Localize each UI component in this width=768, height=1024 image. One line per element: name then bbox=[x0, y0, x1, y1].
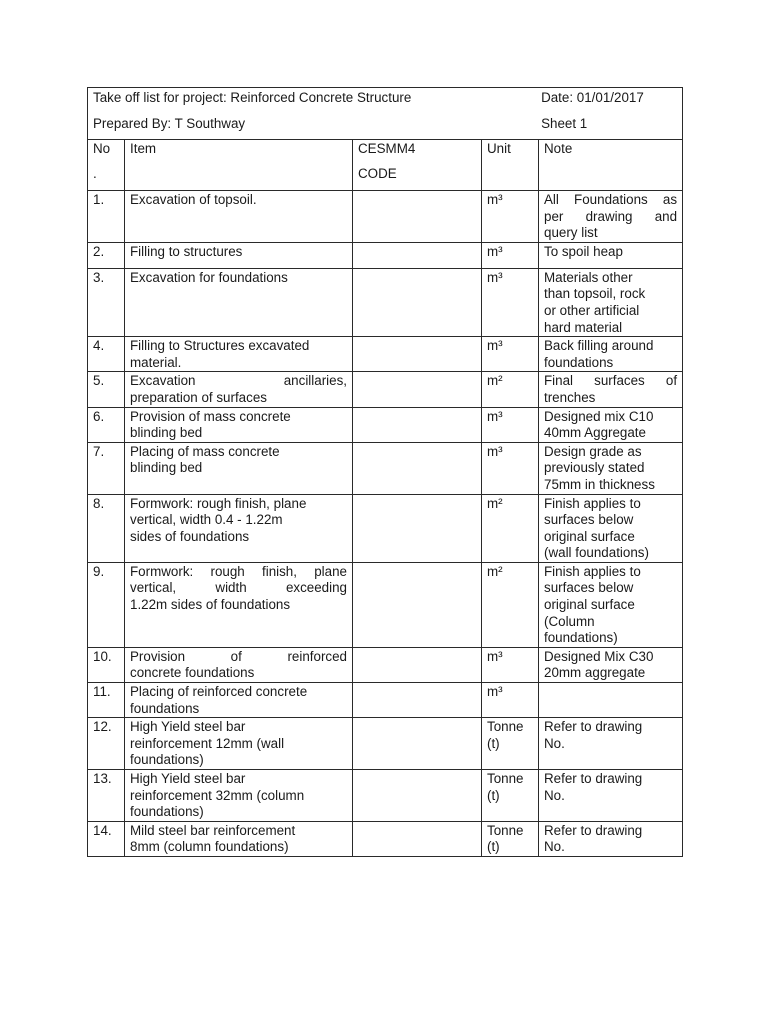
row-number: 4. bbox=[88, 337, 125, 372]
unit-line: Tonne bbox=[487, 822, 524, 838]
item-line: concrete foundations bbox=[130, 665, 255, 681]
item-line: reinforcement 12mm (wall bbox=[130, 735, 285, 751]
item-description bbox=[125, 718, 353, 770]
note-line: hard material bbox=[544, 319, 623, 335]
row-number: 3. bbox=[88, 268, 125, 336]
sheet-number: Sheet 1 bbox=[541, 115, 588, 131]
row-number: 5. bbox=[88, 372, 125, 407]
item-line: Mild steel bar reinforcement bbox=[130, 822, 296, 838]
item-line: Provision of mass concrete bbox=[130, 408, 291, 424]
note-line: foundations bbox=[544, 354, 614, 370]
takeoff-table bbox=[87, 87, 683, 857]
note bbox=[539, 683, 683, 718]
unit-line: m³ bbox=[487, 192, 503, 207]
note-line: Refer to drawing bbox=[544, 822, 643, 838]
cesmm4-code bbox=[353, 718, 482, 770]
unit-line: m³ bbox=[487, 648, 503, 664]
row-number: 14. bbox=[88, 821, 125, 856]
cesmm4-code bbox=[353, 770, 482, 822]
item-line: preparation of surfaces bbox=[130, 389, 267, 405]
unit-line: m² bbox=[487, 563, 503, 579]
cesmm4-code bbox=[353, 821, 482, 856]
item-description bbox=[125, 407, 353, 442]
note-line: Designed mix C10 bbox=[544, 408, 654, 424]
unit-line: m³ bbox=[487, 243, 503, 259]
row-number: 2. bbox=[88, 242, 125, 268]
unit bbox=[482, 821, 539, 856]
item-line: foundations) bbox=[130, 804, 204, 820]
unit bbox=[482, 191, 539, 243]
cesmm4-code bbox=[353, 442, 482, 494]
note-line: (Column bbox=[544, 613, 595, 629]
table-row bbox=[88, 372, 683, 407]
unit-line: m³ bbox=[487, 269, 503, 285]
note-line: All Foundations as bbox=[544, 192, 678, 207]
col-header-note: Note bbox=[539, 140, 683, 191]
note-line: query list bbox=[544, 225, 598, 241]
unit-line: m³ bbox=[487, 684, 503, 700]
item-description bbox=[125, 337, 353, 372]
cesmm4-code bbox=[353, 683, 482, 718]
item-line: sides of foundations bbox=[130, 528, 250, 544]
unit bbox=[482, 494, 539, 562]
note-line: Materials other bbox=[544, 269, 633, 285]
unit-line: Tonne bbox=[487, 771, 524, 787]
note bbox=[539, 562, 683, 647]
note-line: original surface bbox=[544, 528, 635, 544]
table-row bbox=[88, 718, 683, 770]
cesmm4-code bbox=[353, 372, 482, 407]
note bbox=[539, 821, 683, 856]
note-line: previously stated bbox=[544, 460, 645, 476]
note bbox=[539, 372, 683, 407]
item-line: Formwork: rough finish, plane bbox=[130, 495, 307, 511]
table-row bbox=[88, 407, 683, 442]
unit-line: m³ bbox=[487, 408, 503, 424]
cesmm4-code bbox=[353, 268, 482, 336]
unit-line: (t) bbox=[487, 787, 500, 803]
unit bbox=[482, 442, 539, 494]
note bbox=[539, 647, 683, 682]
unit bbox=[482, 268, 539, 336]
table-row bbox=[88, 647, 683, 682]
row-number: 12. bbox=[88, 718, 125, 770]
note-line: than topsoil, rock bbox=[544, 286, 646, 302]
cesmm4-code bbox=[353, 191, 482, 243]
item-line: Filling to structures bbox=[130, 243, 243, 259]
note-line: 40mm Aggregate bbox=[544, 425, 646, 441]
note-line: surfaces below bbox=[544, 580, 634, 596]
col-header-unit: Unit bbox=[482, 140, 539, 191]
unit-line: m² bbox=[487, 495, 503, 511]
item-description bbox=[125, 494, 353, 562]
note-line: Refer to drawing bbox=[544, 771, 643, 787]
note-line: Finish applies to bbox=[544, 495, 641, 511]
note-line: No. bbox=[544, 735, 565, 751]
unit bbox=[482, 647, 539, 682]
item-description bbox=[125, 268, 353, 336]
header-cell bbox=[88, 88, 683, 140]
table-row bbox=[88, 268, 683, 336]
item-description bbox=[125, 683, 353, 718]
note-line: original surface bbox=[544, 597, 635, 613]
note bbox=[539, 494, 683, 562]
item-line: blinding bed bbox=[130, 425, 203, 441]
item-description bbox=[125, 562, 353, 647]
row-number: 9. bbox=[88, 562, 125, 647]
cesmm4-code bbox=[353, 647, 482, 682]
header-row bbox=[88, 88, 683, 140]
cesmm4-code bbox=[353, 242, 482, 268]
table-row bbox=[88, 242, 683, 268]
item-line: Placing of reinforced concrete bbox=[130, 684, 308, 700]
unit-line: m³ bbox=[487, 338, 503, 354]
row-number: 8. bbox=[88, 494, 125, 562]
prepared-by: Prepared By: T Southway bbox=[93, 115, 246, 131]
item-line: material. bbox=[130, 354, 182, 370]
item-line: foundations) bbox=[130, 752, 204, 768]
cesmm4-code bbox=[353, 337, 482, 372]
item-description bbox=[125, 191, 353, 243]
note-line: No. bbox=[544, 839, 565, 855]
unit bbox=[482, 337, 539, 372]
note bbox=[539, 442, 683, 494]
row-number: 7. bbox=[88, 442, 125, 494]
note-line: Finish applies to bbox=[544, 563, 641, 579]
item-description bbox=[125, 372, 353, 407]
unit-line: m³ bbox=[487, 443, 503, 459]
table-row bbox=[88, 337, 683, 372]
item-line: Formwork: rough finish, plane bbox=[130, 563, 347, 579]
note bbox=[539, 191, 683, 243]
item-description bbox=[125, 242, 353, 268]
item-line: High Yield steel bar bbox=[130, 719, 246, 735]
item-line: foundations bbox=[130, 700, 200, 716]
table-row bbox=[88, 442, 683, 494]
note-line: Refer to drawing bbox=[544, 719, 643, 735]
note-line: foundations) bbox=[544, 630, 618, 646]
item-line: vertical, width exceeding bbox=[130, 580, 347, 596]
col-header-item: Item bbox=[125, 140, 353, 191]
note-line: No. bbox=[544, 787, 565, 803]
item-line: Excavation of topsoil. bbox=[130, 192, 257, 207]
unit-line: (t) bbox=[487, 735, 500, 751]
row-number: 6. bbox=[88, 407, 125, 442]
row-number: 11. bbox=[88, 683, 125, 718]
note-line: Design grade as bbox=[544, 443, 642, 459]
note-line: 75mm in thickness bbox=[544, 476, 655, 492]
unit bbox=[482, 683, 539, 718]
item-line: Placing of mass concrete bbox=[130, 443, 280, 459]
row-number: 13. bbox=[88, 770, 125, 822]
item-line: vertical, width 0.4 - 1.22m bbox=[130, 512, 283, 528]
item-line: High Yield steel bar bbox=[130, 771, 246, 787]
note-line: 20mm aggregate bbox=[544, 665, 646, 681]
item-line: 1.22m sides of foundations bbox=[130, 597, 291, 613]
note bbox=[539, 770, 683, 822]
table-row bbox=[88, 191, 683, 243]
col-header-code: CESMM4 CODE bbox=[353, 140, 482, 191]
item-description bbox=[125, 647, 353, 682]
col-header-no: No . bbox=[88, 140, 125, 191]
note-line: surfaces below bbox=[544, 512, 634, 528]
note-line: Final surfaces of bbox=[544, 373, 678, 389]
note bbox=[539, 718, 683, 770]
cesmm4-code bbox=[353, 407, 482, 442]
note-line: Back filling around bbox=[544, 338, 654, 354]
item-line: 8mm (column foundations) bbox=[130, 839, 289, 855]
note-line: Designed Mix C30 bbox=[544, 648, 654, 664]
note-line: (wall foundations) bbox=[544, 545, 649, 561]
unit bbox=[482, 770, 539, 822]
item-line: Excavation ancillaries, bbox=[130, 373, 347, 389]
unit bbox=[482, 407, 539, 442]
unit-line: m² bbox=[487, 373, 503, 389]
table-row bbox=[88, 494, 683, 562]
project-title: Take off list for project: Reinforced Concrete Structure bbox=[93, 90, 412, 105]
unit bbox=[482, 242, 539, 268]
unit bbox=[482, 562, 539, 647]
column-header-row bbox=[88, 140, 683, 191]
table-row bbox=[88, 683, 683, 718]
unit bbox=[482, 718, 539, 770]
note bbox=[539, 337, 683, 372]
table-row bbox=[88, 821, 683, 856]
item-description bbox=[125, 770, 353, 822]
note-line: trenches bbox=[544, 389, 596, 405]
note-line: or other artificial bbox=[544, 302, 640, 318]
note bbox=[539, 407, 683, 442]
unit-line: (t) bbox=[487, 839, 500, 855]
unit bbox=[482, 372, 539, 407]
item-line: Filling to Structures excavated bbox=[130, 338, 310, 354]
row-number: 10. bbox=[88, 647, 125, 682]
unit-line: Tonne bbox=[487, 719, 524, 735]
note-line: To spoil heap bbox=[544, 243, 623, 259]
cesmm4-code bbox=[353, 494, 482, 562]
table-row bbox=[88, 770, 683, 822]
cesmm4-code bbox=[353, 562, 482, 647]
item-line: Excavation for foundations bbox=[130, 269, 288, 285]
date-label: Date: 01/01/2017 bbox=[541, 90, 644, 105]
table-row bbox=[88, 562, 683, 647]
note bbox=[539, 242, 683, 268]
item-line: reinforcement 32mm (column bbox=[130, 787, 305, 803]
item-line: blinding bed bbox=[130, 460, 203, 476]
note bbox=[539, 268, 683, 336]
item-line: Provision of reinforced bbox=[130, 648, 347, 664]
item-description bbox=[125, 821, 353, 856]
item-description bbox=[125, 442, 353, 494]
row-number: 1. bbox=[88, 191, 125, 243]
note-line: per drawing and bbox=[544, 208, 678, 224]
